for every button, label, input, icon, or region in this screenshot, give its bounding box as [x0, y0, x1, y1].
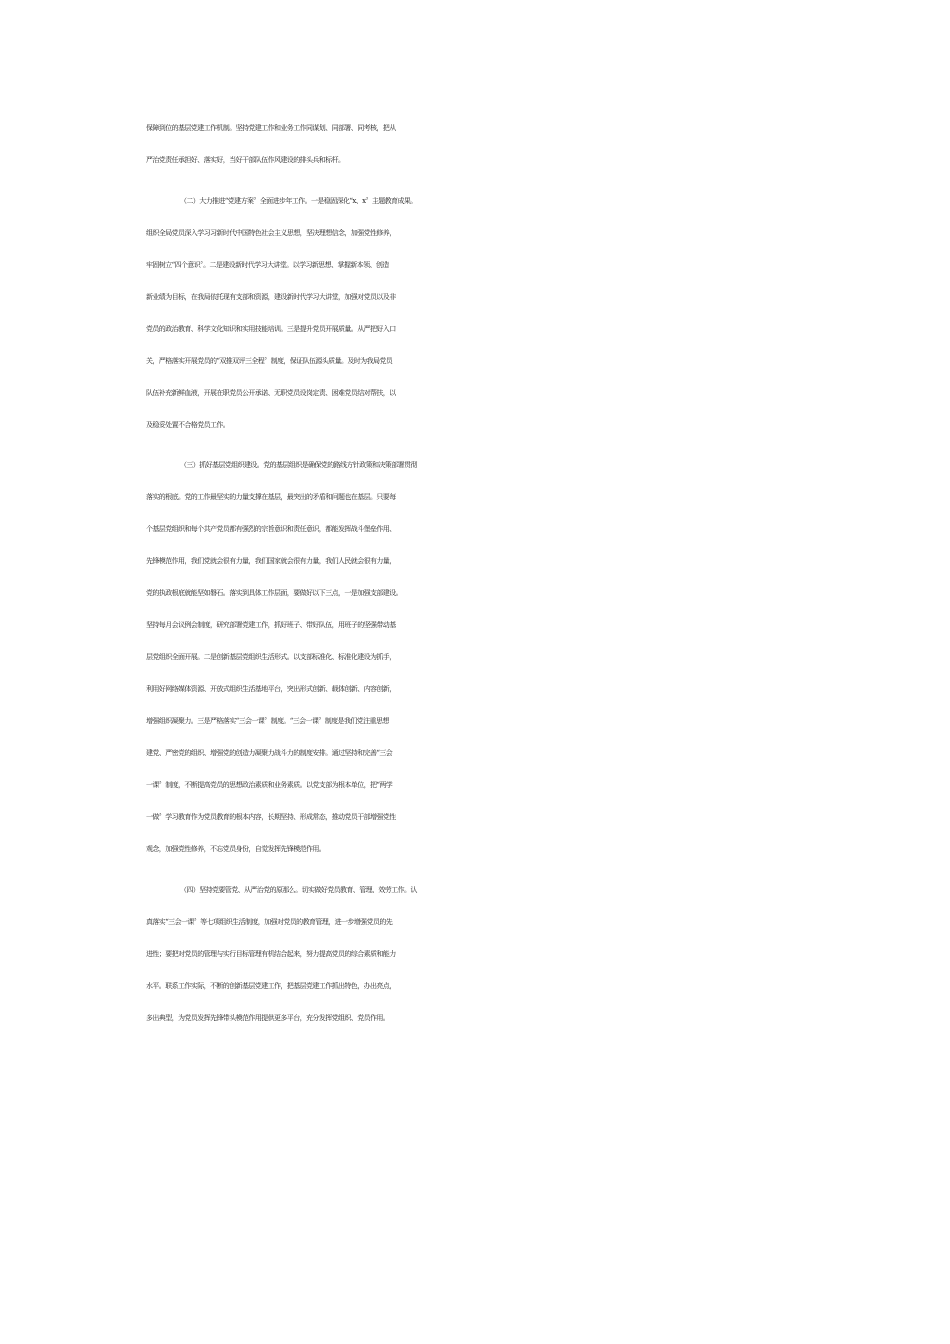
- paragraph-3-line-4: 水平。联系工作实际，不断的创新基层党建工作，把基层党建工作抓出特色，办出亮点，: [146, 982, 396, 990]
- paragraph-1-line-4: 新业绩为目标，在我局依托现有支部和资源，建设新时代学习大讲堂，加强对党员以及非: [146, 293, 396, 301]
- paragraph-1-line-5: 党员的政治教育、科学文化知识和实用技能培训。三是提升党员开展质量。从严把好入口: [146, 325, 396, 333]
- paragraph-2-line-5: 党的执政根底就能坚如磐石。落实到具体工作层面，要做好以下三点，一是加强支部建设。: [146, 589, 402, 597]
- paragraph-3-line-2: 真落实“三会一课〞等七项组织生活制度，加强对党员的教育管理，进一步增强党员的先: [146, 918, 393, 926]
- paragraph-3-line-1: （四）坚持党要管党、从严治党的原那么。切实做好党员教育、管理、效劳工作。认: [180, 886, 417, 894]
- paragraph-2-line-1: （三）抓好基层党组织建设。党的基层组织是确保党的路线方针政策和决策部署贯彻: [180, 461, 417, 469]
- paragraph-1-line-7: 队伍补充新鲜血液，开展在职党员公开承诺、无职党员设岗定责、困难党员结对帮扶，以: [146, 389, 396, 397]
- paragraph-1-line-6: 关，严格落实开展党员的“双推双评三全程〞制度，保证队伍源头质量。及时为我局党员: [146, 357, 393, 365]
- paragraph-1-line-2: 组织全局党员深入学习习新时代中国特色社会主义思想，坚决理想信念，加强党性修养，: [146, 229, 396, 237]
- paragraph-1-line-3: 牢固树立“四个意识〞。二是建设新时代学习大讲堂。以学习新思想、掌握新本领、创造: [146, 261, 389, 269]
- paragraph-2-line-2: 落实的根底。党的工作最坚实的力量支撑在基层，最突出的矛盾和问题也在基层。只要每: [146, 493, 396, 501]
- paragraph-2-line-12: 一做〞学习教育作为党员教育的根本内容，长期坚持、形成常态，推动党员干部增强党性: [146, 813, 396, 821]
- paragraph-3-line-3: 进性；要把对党员的管理与实行目标管理有机结合起来，努力提高党员的综合素质和能力: [146, 950, 396, 958]
- paragraph-2-line-8: 利用好网络媒体资源、开放式组织生活基地平台，突出形式创新、载体创新、内容创新，: [146, 685, 396, 693]
- paragraph-2-line-11: 一课〞制度，不断提高党员的思想政治素质和业务素质。以党支部为根本单位，把“两学: [146, 781, 393, 789]
- paragraph-1-line-8: 及稳妥处置不合格党员工作。: [146, 421, 230, 429]
- paragraph-2-line-6: 坚持每月会议例会制度，研究部署党建工作，抓好班子、带好队伍，用班子的坚强带动基: [146, 621, 396, 629]
- paragraph-0-line-1: 保障到位的基层党建工作机制。坚持党建工作和业务工作同谋划、同部署、同考核，把从: [146, 124, 396, 132]
- paragraph-2-line-3: 个基层党组织和每个共产党员都有强烈的宗旨意识和责任意识，都能发挥战斗堡垒作用、: [146, 525, 396, 533]
- paragraph-0-line-2: 严治党责任承担好、落实好，当好干部队伍作风建设的排头兵和标杆。: [146, 156, 345, 164]
- paragraph-2-line-9: 增强组织凝聚力。三是严格落实“三会一课〞制度。“三会一课〞制度是我们党注重思想: [146, 717, 389, 725]
- paragraph-2-line-7: 层党组织全面开展。二是创新基层党组织生活形式。以支部标准化、标准化建设为抓手，: [146, 653, 396, 661]
- paragraph-2-line-13: 观念，加强党性修养，不忘党员身份，自觉发挥先锋模范作用。: [146, 845, 326, 853]
- paragraph-3-line-5: 多出典型，为党员发挥先锋带头模范作用提供更多平台，充分发挥党组织、党员作用。: [146, 1014, 390, 1022]
- paragraph-2-line-10: 建党、严密党的组织、增强党的创造力凝聚力战斗力的制度安排。通过坚持和完善“三会: [146, 749, 393, 757]
- paragraph-1-line-1: （二）大力推进“党建方案〞全面进步年工作。一是稳固深化“x、x〞主题教育成果。: [180, 197, 417, 205]
- paragraph-2-line-4: 先锋模范作用，我们党就会很有力量，我们国家就会很有力量，我们人民就会很有力量，: [146, 557, 396, 565]
